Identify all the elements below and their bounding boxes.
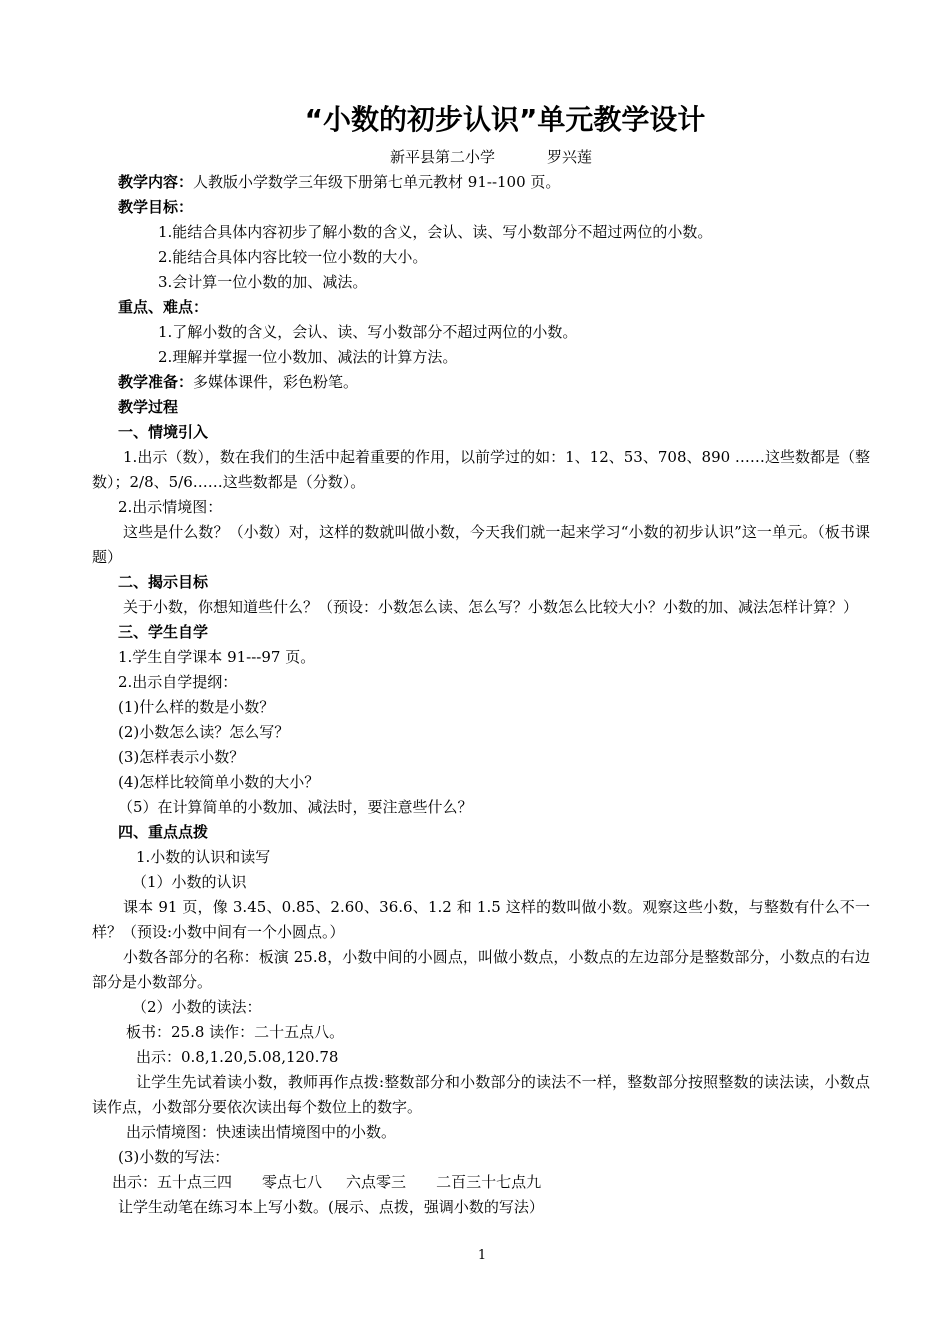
section-4-paragraph-1: 1.小数的认识和读写 xyxy=(136,848,271,866)
goal-item-1: 1.能结合具体内容初步了解小数的含义，会认、读、写小数部分不超过两位的小数。 xyxy=(158,223,713,241)
section-4-paragraph-5: （2）小数的读法： xyxy=(132,998,262,1016)
section-4-paragraph-11 xyxy=(92,1170,870,1195)
section-4-paragraph-4: 小数各部分的名称：板演 25.8，小数中间的小圆点，叫做小数点，小数点的左边部分是整数部分，小数点的右边部分是小数部分。 xyxy=(92,948,870,991)
byline xyxy=(390,147,592,167)
outline-item-2: (2)小数怎么读？怎么写？ xyxy=(118,723,290,741)
process-label: 教学过程 xyxy=(118,398,179,416)
section-4-paragraph-2: （1）小数的认识 xyxy=(132,873,247,891)
goals-label: 教学目标： xyxy=(118,198,194,216)
goal-item-2: 2.能结合具体内容比较一位小数的大小。 xyxy=(158,248,428,266)
keypoints-label: 重点、难点： xyxy=(118,298,209,316)
section-3-heading: 三、学生自学 xyxy=(118,623,209,641)
section-4-paragraph-12: 让学生动笔在练习本上写小数。(展示、点拨，强调小数的写法） xyxy=(118,1198,544,1216)
document-body xyxy=(92,170,870,1220)
school-name: 新平县第二小学 xyxy=(390,148,496,166)
teaching-content-text: 人教版小学数学三年级下册第七单元教材 91--100 页。 xyxy=(193,173,561,191)
show-item-3: 六点零三 xyxy=(346,1173,407,1191)
section-1-paragraph-3: 这些是什么数？（小数）对，这样的数就叫做小数，今天我们就一起来学习“小数的初步认识”这一单元。（板书课题） xyxy=(92,523,870,566)
teaching-content-label: 教学内容： xyxy=(118,173,194,191)
teaching-prep xyxy=(92,370,870,395)
section-4-paragraph-3: 课本 91 页，像 3.45、0.85、2.60、36.6、1.2 和 1.5 这样的数叫做小数。观察这些小数，与整数有什么不一样？（预设:小数中间有一个小圆点。） xyxy=(92,898,870,941)
outline-item-1: (1)什么样的数是小数？ xyxy=(118,698,275,716)
section-1-heading: 一、情境引入 xyxy=(118,423,209,441)
section-1-paragraph-2: 2.出示情境图： xyxy=(118,498,223,516)
page-title: “小数的初步认识”单元教学设计 xyxy=(304,103,706,136)
outline-item-3: (3)怎样表示小数？ xyxy=(118,748,245,766)
teaching-content xyxy=(92,170,870,195)
section-4-paragraph-10: (3)小数的写法： xyxy=(118,1148,230,1166)
keypoint-item-1: 1.了解小数的含义，会认、读、写小数部分不超过两位的小数。 xyxy=(158,323,578,341)
keypoint-item-2: 2.理解并掌握一位小数加、减法的计算方法。 xyxy=(158,348,458,366)
section-4-paragraph-7: 出示：0.8,1.20,5.08,120.78 xyxy=(136,1048,339,1066)
page-number: 1 xyxy=(477,1248,487,1263)
author-name: 罗兴莲 xyxy=(547,148,593,166)
teaching-prep-label: 教学准备： xyxy=(118,373,194,391)
teaching-prep-text: 多媒体课件，彩色粉笔。 xyxy=(193,373,359,391)
section-3-paragraph-2: 2.出示自学提纲： xyxy=(118,673,238,691)
section-2-paragraph-1: 关于小数，你想知道些什么？（预设：小数怎么读、怎么写？小数怎么比较大小？小数的加、减法怎样计算？） xyxy=(123,598,859,616)
show-item-1: 五十点三四 xyxy=(157,1173,233,1191)
show-label: 出示： xyxy=(112,1173,158,1191)
section-4-paragraph-6: 板书：25.8 读作：二十五点八。 xyxy=(126,1023,345,1041)
section-3-paragraph-1: 1.学生自学课本 91---97 页。 xyxy=(118,648,316,666)
outline-item-5: （5）在计算简单的小数加、减法时，要注意些什么？ xyxy=(118,798,473,816)
section-2-heading: 二、揭示目标 xyxy=(118,573,209,591)
section-4-heading: 四、重点点拨 xyxy=(118,823,209,841)
section-1-paragraph-1: 1.出示（数），数在我们的生活中起着重要的作用，以前学过的如：1、12、53、708、890 ……这些数都是（整数）；2/8、5/6……这些数都是（分数）。 xyxy=(92,448,870,491)
section-4-paragraph-8: 让学生先试着读小数，教师再作点拨:整数部分和小数部分的读法不一样，整数部分按照整数的读法读，小数点读作点，小数部分要依次读出每个数位上的数字。 xyxy=(92,1073,870,1116)
outline-item-4: (4)怎样比较简单小数的大小？ xyxy=(118,773,320,791)
section-4-paragraph-9: 出示情境图：快速读出情境图中的小数。 xyxy=(126,1123,397,1141)
show-item-4: 二百三十七点九 xyxy=(436,1173,542,1191)
goal-item-3: 3.会计算一位小数的加、减法。 xyxy=(158,273,368,291)
show-item-2: 零点七八 xyxy=(262,1173,323,1191)
